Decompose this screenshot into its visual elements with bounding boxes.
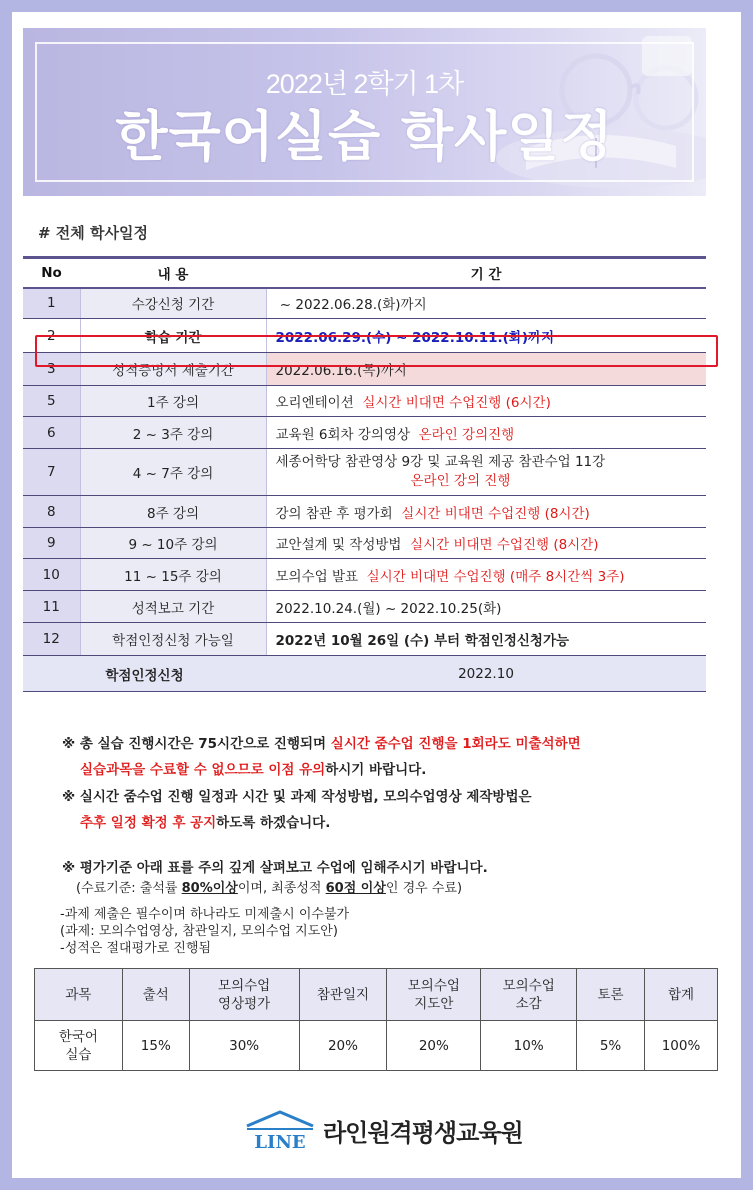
grade-header: 참관일지 [299, 969, 387, 1021]
svg-text:LINE: LINE [254, 1132, 306, 1152]
row-content: 9 ~ 10주 강의 [80, 528, 266, 559]
line-logo [243, 1108, 523, 1152]
row-no: 11 [23, 591, 80, 623]
row-no: 7 [23, 449, 80, 496]
banner-subtitle: 2022년 2학기 1차 [265, 69, 464, 99]
grade-cell: 15% [122, 1021, 189, 1071]
summary-label: 학점인정신청 [23, 656, 266, 692]
row-content: 2 ~ 3주 강의 [80, 417, 266, 449]
note-line: -성적은 절대평가로 진행됨 [60, 941, 212, 956]
table-row-summary [23, 656, 706, 692]
row-no: 1 [23, 288, 80, 319]
grade-cell: 5% [577, 1021, 645, 1071]
row-no: 3 [23, 353, 80, 386]
note-line: 실습과목을 수료할 수 없으므로 이점 유의하시기 바랍니다. [80, 762, 427, 778]
row-period: 오리엔테이션 실시간 비대면 수업진행 (6시간) [266, 386, 706, 417]
banner-title: 한국어실습 학사일정 [115, 105, 614, 168]
note-line: -과제 제출은 필수이며 하나라도 미제출시 이수불가 [60, 907, 350, 922]
grade-header: 모의수업 소감 [481, 969, 577, 1021]
grade-cell: 100% [645, 1021, 718, 1071]
grading-row [35, 1021, 718, 1071]
grade-cell: 20% [299, 1021, 387, 1071]
table-row [23, 559, 706, 591]
row-period: 교육원 6회차 강의영상 온라인 강의진행 [266, 417, 706, 449]
row-content: 학점인정신청 가능일 [80, 623, 266, 656]
row-period: 2022년 10월 26일 (수) 부터 학점인정신청가능 [266, 623, 706, 656]
grade-cell: 30% [189, 1021, 299, 1071]
row-no: 12 [23, 623, 80, 656]
title-banner [23, 28, 706, 196]
row-period: 모의수업 발표 실시간 비대면 수업진행 (매주 8시간씩 3주) [266, 559, 706, 591]
grade-cell: 한국어 실습 [35, 1021, 123, 1071]
row-content: 수강신청 기간 [80, 288, 266, 319]
grade-header: 토론 [577, 969, 645, 1021]
grade-cell: 10% [481, 1021, 577, 1071]
row-period: 강의 참관 후 평가회 실시간 비대면 수업진행 (8시간) [266, 496, 706, 528]
row-content: 성적증명서 제출기간 [80, 353, 266, 386]
header-no: No [23, 258, 80, 288]
row-content: 성적보고 기간 [80, 591, 266, 623]
table-row [23, 623, 706, 656]
note-line: (과제: 모의수업영상, 참관일지, 모의수업 지도안) [60, 924, 338, 939]
row-no: 9 [23, 528, 80, 559]
note-line: ※ 평가기준 아래 표를 주의 깊게 살펴보고 수업에 임해주시기 바랍니다. [62, 860, 488, 876]
header-period: 기 간 [266, 258, 706, 288]
row-no: 10 [23, 559, 80, 591]
note-line: (수료기준: 출석률 80%이상이며, 최종성적 60점 이상인 경우 수료) [76, 881, 463, 896]
row-content: 1주 강의 [80, 386, 266, 417]
logo-name: 라인원격평생교육원 [323, 1118, 523, 1147]
header-content: 내 용 [80, 258, 266, 288]
row-period: 교안설계 및 작성방법 실시간 비대면 수업진행 (8시간) [266, 528, 706, 559]
grade-header: 합계 [645, 969, 718, 1021]
grading-table [34, 968, 718, 1071]
row-content: 학습 기간 [80, 319, 266, 353]
grade-header: 과목 [35, 969, 123, 1021]
row-no: 6 [23, 417, 80, 449]
table-row [23, 496, 706, 528]
table-row [23, 353, 706, 386]
table-row [23, 591, 706, 623]
row-period: 2022.06.16.(목)까지 [266, 353, 706, 386]
summary-value: 2022.10 [266, 656, 706, 692]
line-logo-mark [243, 1108, 317, 1152]
table-row [23, 528, 706, 559]
row-period: ~ 2022.06.28.(화)까지 [266, 288, 706, 319]
row-period: 세종어학당 참관영상 9강 및 교육원 제공 참관수업 11강 온라인 강의 진행 [266, 449, 706, 496]
grade-header: 출석 [122, 969, 189, 1021]
table-row [23, 449, 706, 496]
row-content: 4 ~ 7주 강의 [80, 449, 266, 496]
grade-cell: 20% [387, 1021, 481, 1071]
row-period: 2022.10.24.(월) ~ 2022.10.25(화) [266, 591, 706, 623]
grade-header: 모의수업 지도안 [387, 969, 481, 1021]
row-no: 2 [23, 319, 80, 353]
note-line: ※ 총 실습 진행시간은 75시간으로 진행되며 실시간 줌수업 진행을 1회라도 미출석하면 [62, 736, 581, 752]
row-content: 8주 강의 [80, 496, 266, 528]
row-no: 5 [23, 386, 80, 417]
schedule-header-row [23, 258, 706, 288]
grading-header-row [35, 969, 718, 1021]
schedule-table [23, 256, 706, 692]
table-row [23, 288, 706, 319]
table-row [23, 417, 706, 449]
row-no: 8 [23, 496, 80, 528]
row-content: 11 ~ 15주 강의 [80, 559, 266, 591]
section-title: # 전체 학사일정 [38, 224, 148, 242]
table-row [23, 386, 706, 417]
table-row-highlight [23, 319, 706, 353]
note-line: ※ 실시간 줌수업 진행 일정과 시간 및 과제 작성방법, 모의수업영상 제작방법은 [62, 789, 532, 805]
row-period: 2022.06.29.(수) ~ 2022.10.11.(화)까지 [266, 319, 706, 353]
note-line: 추후 일정 확정 후 공지하도록 하겠습니다. [80, 815, 331, 831]
grade-header: 모의수업 영상평가 [189, 969, 299, 1021]
